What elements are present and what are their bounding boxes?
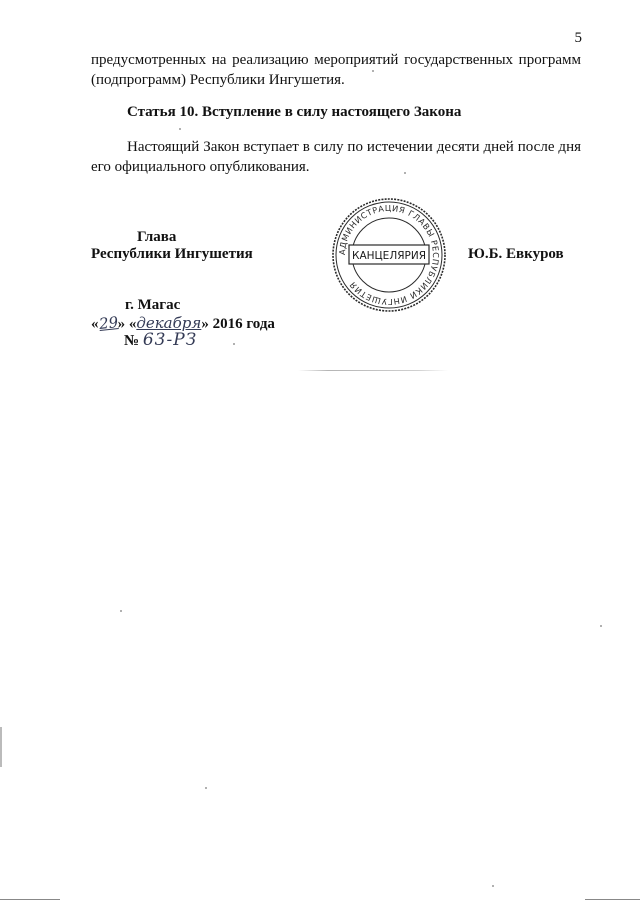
date-month-handwritten: декабря: [136, 314, 202, 332]
stamp-ring-text: АДМИНИСТРАЦИЯ ГЛАВЫ РЕСПУБЛИКИ ИНГУШЕТИЯ: [336, 202, 442, 308]
page-number: 5: [574, 30, 582, 46]
continuation-paragraph: предусмотренных на реализацию мероприятий государственных программ (подпрограмм) Республики Ингушетия.: [91, 52, 581, 88]
faint-scan-line: [298, 370, 448, 371]
law-number-handwritten: 63-РЗ: [142, 330, 198, 350]
signatory-region: Республики Ингушетия: [91, 246, 253, 262]
official-stamp: [330, 196, 448, 314]
scan-edge-mark: [0, 727, 2, 767]
date-open-quote: «: [91, 316, 99, 332]
stamp-center-text: КАНЦЕЛЯРИЯ: [352, 250, 426, 262]
law-number: [124, 330, 197, 350]
article-body: Настоящий Закон вступает в силу по истечении десяти дней после дня его официального опубликования.: [91, 139, 581, 175]
signatory-title: Глава: [137, 229, 177, 245]
signatory-name: Ю.Б. Евкуров: [468, 246, 564, 262]
date-day-handwritten: 29: [97, 313, 119, 333]
date-mid-quote: » «: [117, 316, 137, 332]
place-of-signing: г. Магас: [125, 297, 181, 313]
scan-bottom-rule-right: [585, 899, 640, 900]
date-year: » 2016 года: [201, 316, 275, 332]
scan-bottom-rule-left: [0, 899, 60, 900]
law-number-prefix: №: [124, 333, 140, 349]
article-heading: Статья 10. Вступление в силу настоящего Закона: [127, 104, 462, 120]
